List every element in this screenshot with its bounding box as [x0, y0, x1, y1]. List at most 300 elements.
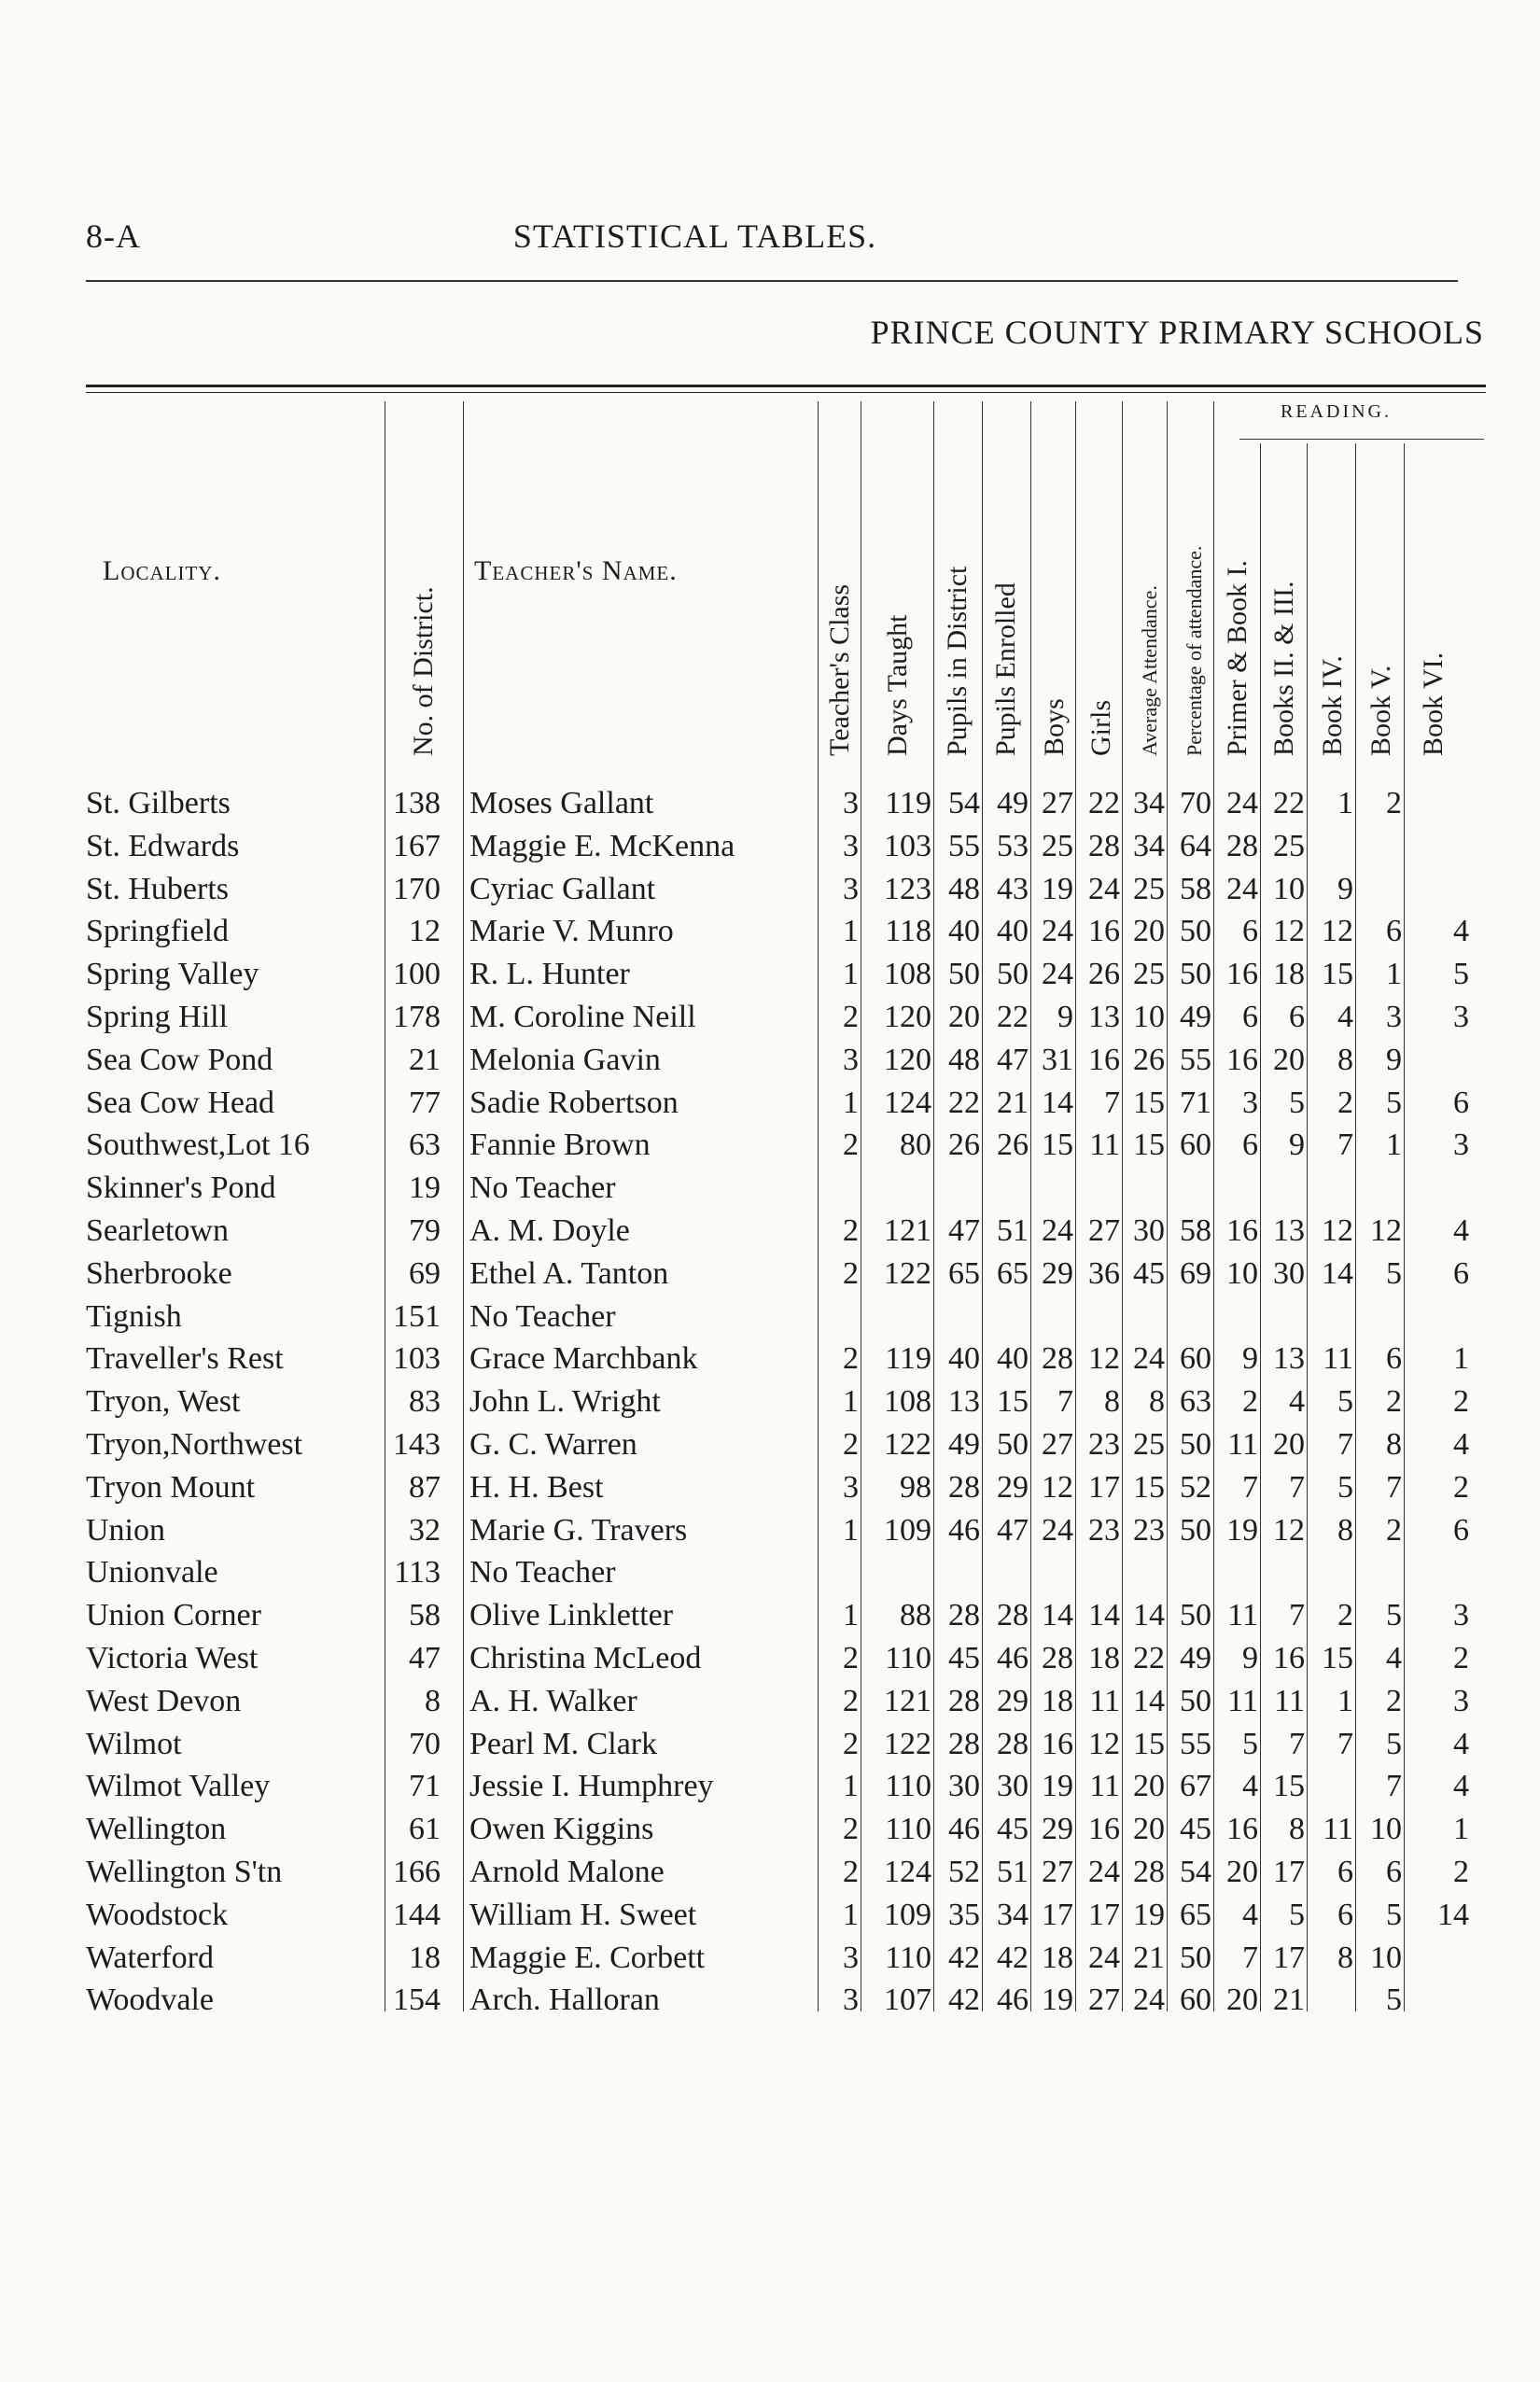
pupils-enrolled-cell: 46 — [997, 1640, 1029, 1675]
girls-cell: 11 — [1089, 1769, 1120, 1804]
pupils-district-cell: 45 — [948, 1640, 980, 1675]
district-cell: 77 — [409, 1085, 441, 1120]
pupils-enrolled-cell: 51 — [997, 1854, 1029, 1889]
locality-cell: Union Corner — [86, 1598, 261, 1633]
girls-cell: 16 — [1088, 914, 1120, 949]
table-row — [0, 1594, 1540, 1637]
average-attendance-cell: 34 — [1133, 786, 1165, 820]
days-taught-cell: 110 — [885, 1769, 931, 1804]
book-5-cell: 5 — [1386, 1726, 1402, 1761]
average-attendance-cell: 25 — [1133, 871, 1165, 906]
book-4-cell: 14 — [1322, 1255, 1353, 1291]
girls-cell: 17 — [1088, 1897, 1120, 1932]
girls-cell: 27 — [1088, 1212, 1120, 1248]
pupils-district-cell: 28 — [948, 1469, 980, 1505]
locality-cell: Tignish — [86, 1298, 182, 1334]
locality-cell: Woodstock — [86, 1897, 229, 1932]
district-cell: 58 — [409, 1598, 441, 1633]
district-cell: 69 — [409, 1255, 441, 1291]
teacher-class-cell: 2 — [843, 1341, 859, 1377]
table-row — [0, 1210, 1540, 1253]
percentage-attendance-cell: 67 — [1180, 1769, 1211, 1804]
percentage-attendance-cell: 50 — [1180, 1426, 1211, 1462]
book-4-cell: 5 — [1337, 1469, 1353, 1505]
boys-cell: 19 — [1042, 1983, 1073, 2018]
locality-cell: Spring Valley — [86, 957, 259, 992]
days-taught-header: Days Taught — [882, 614, 913, 756]
book-5-cell: 5 — [1386, 1983, 1402, 2018]
books-2-3-cell: 13 — [1273, 1341, 1305, 1377]
books-2-3-cell: 5 — [1289, 1897, 1305, 1932]
book-5-cell: 8 — [1386, 1426, 1402, 1462]
pupils-district-cell: 50 — [948, 957, 980, 992]
locality-cell: Union — [86, 1512, 165, 1548]
boys-cell: 29 — [1042, 1255, 1073, 1291]
boys-cell: 27 — [1042, 786, 1073, 820]
book-6-cell: 3 — [1453, 1128, 1469, 1163]
teacher-class-cell: 1 — [843, 1769, 859, 1804]
books-2-3-cell: 12 — [1273, 914, 1305, 949]
district-cell: 144 — [393, 1897, 441, 1932]
locality-cell: Southwest,Lot 16 — [86, 1128, 310, 1163]
girls-cell: 24 — [1088, 1854, 1120, 1889]
book-6-cell: 6 — [1453, 1255, 1469, 1291]
boys-cell: 19 — [1042, 871, 1073, 906]
pupils-enrolled-cell: 28 — [997, 1726, 1029, 1761]
books-2-3-cell: 15 — [1273, 1769, 1305, 1804]
locality-cell: West Devon — [86, 1683, 242, 1718]
average-attendance-cell: 21 — [1133, 1940, 1165, 1975]
average-attendance-header: Average Attendance. — [1138, 585, 1161, 756]
teacher-class-cell: 3 — [843, 1042, 859, 1077]
book-5-cell: 2 — [1386, 1683, 1402, 1718]
percentage-attendance-cell: 54 — [1180, 1854, 1211, 1889]
girls-header: Girls — [1085, 700, 1116, 756]
days-taught-cell: 120 — [884, 999, 931, 1034]
pupils-district-cell: 40 — [948, 914, 980, 949]
average-attendance-cell: 28 — [1133, 1854, 1165, 1889]
pupils-district-cell: 52 — [948, 1854, 980, 1889]
pupils-district-cell: 46 — [948, 1512, 980, 1548]
pupils-enrolled-cell: 21 — [997, 1085, 1029, 1120]
pupils-enrolled-cell: 43 — [997, 871, 1029, 906]
locality-cell: Sherbrooke — [86, 1255, 232, 1291]
girls-cell: 11 — [1089, 1128, 1120, 1163]
book-4-cell: 8 — [1337, 1512, 1353, 1548]
table-row — [0, 1338, 1540, 1380]
locality-cell: Spring Hill — [86, 999, 229, 1034]
locality-cell: Waterford — [86, 1940, 214, 1975]
book-6-cell: 5 — [1453, 957, 1469, 992]
girls-cell: 16 — [1088, 1042, 1120, 1077]
primer-cell: 7 — [1242, 1469, 1258, 1505]
percentage-attendance-cell: 64 — [1180, 828, 1211, 863]
primer-cell: 28 — [1226, 828, 1258, 863]
book-5-cell: 10 — [1370, 1940, 1402, 1975]
average-attendance-cell: 30 — [1133, 1212, 1165, 1248]
teacher-cell: Owen Kiggins — [469, 1812, 654, 1847]
books-2-3-cell: 7 — [1289, 1598, 1305, 1633]
average-attendance-cell: 20 — [1133, 1769, 1165, 1804]
locality-cell: Searletown — [86, 1212, 229, 1248]
pupils-district-cell: 48 — [948, 1042, 980, 1077]
book-4-cell: 11 — [1323, 1341, 1353, 1377]
primer-cell: 20 — [1226, 1983, 1258, 2018]
teacher-class-cell: 3 — [843, 1983, 859, 2018]
books-2-3-cell: 17 — [1273, 1940, 1305, 1975]
boys-cell: 28 — [1042, 1341, 1073, 1377]
teacher-class-cell: 2 — [843, 1683, 859, 1718]
book-4-cell: 9 — [1337, 871, 1353, 906]
district-cell: 178 — [393, 999, 441, 1034]
pupils-district-cell: 13 — [948, 1384, 980, 1420]
average-attendance-cell: 24 — [1133, 1341, 1165, 1377]
average-attendance-cell: 15 — [1133, 1469, 1165, 1505]
primer-cell: 16 — [1226, 1212, 1258, 1248]
district-cell: 18 — [409, 1940, 441, 1975]
table-row — [0, 1765, 1540, 1808]
book-5-cell: 7 — [1386, 1469, 1402, 1505]
teacher-cell: Jessie I. Humphrey — [469, 1769, 714, 1804]
book-6-cell: 14 — [1437, 1897, 1469, 1932]
book-5-cell: 5 — [1386, 1085, 1402, 1120]
teacher-header: Teacher's Name. — [474, 555, 678, 586]
boys-cell: 25 — [1042, 828, 1073, 863]
boys-cell: 24 — [1042, 957, 1073, 992]
teacher-class-cell: 3 — [843, 1940, 859, 1975]
teacher-cell: Ethel A. Tanton — [469, 1255, 669, 1291]
teacher-class-cell: 3 — [843, 871, 859, 906]
girls-cell: 23 — [1088, 1512, 1120, 1548]
girls-cell: 8 — [1104, 1384, 1120, 1420]
average-attendance-cell: 14 — [1133, 1598, 1165, 1633]
average-attendance-cell: 8 — [1149, 1384, 1165, 1420]
primer-cell: 6 — [1242, 1128, 1258, 1163]
book-6-header: Book VI. — [1418, 652, 1449, 756]
table-row — [0, 953, 1540, 996]
book-5-cell: 2 — [1386, 786, 1402, 820]
pupils-enrolled-cell: 53 — [997, 828, 1029, 863]
pupils-district-cell: 35 — [948, 1897, 980, 1932]
boys-cell: 29 — [1042, 1812, 1073, 1847]
district-cell: 61 — [409, 1812, 441, 1847]
table-row — [0, 1509, 1540, 1552]
average-attendance-cell: 25 — [1133, 1426, 1165, 1462]
locality-cell: St. Gilberts — [86, 786, 231, 820]
teacher-class-cell: 3 — [843, 828, 859, 863]
teacher-class-cell: 2 — [843, 1640, 859, 1675]
teacher-cell: M. Coroline Neill — [469, 999, 696, 1034]
days-taught-cell: 118 — [885, 914, 931, 949]
table-row — [0, 996, 1540, 1039]
days-taught-cell: 119 — [885, 786, 931, 820]
pupils-enrolled-cell: 49 — [997, 786, 1029, 820]
pupils-district-cell: 48 — [948, 871, 980, 906]
locality-cell: Tryon, West — [86, 1384, 241, 1420]
boys-cell: 17 — [1042, 1897, 1073, 1932]
district-cell: 151 — [393, 1298, 441, 1334]
percentage-attendance-cell: 69 — [1180, 1255, 1211, 1291]
locality-cell: Wilmot Valley — [86, 1769, 271, 1804]
teacher-cell: A. H. Walker — [469, 1683, 637, 1718]
book-4-cell: 15 — [1322, 1640, 1353, 1675]
teacher-cell: Maggie E. McKenna — [469, 828, 735, 863]
book-4-cell: 12 — [1322, 1212, 1353, 1248]
books-2-3-cell: 11 — [1274, 1683, 1305, 1718]
teacher-cell: Cyriac Gallant — [469, 871, 656, 906]
teacher-class-cell: 1 — [843, 1512, 859, 1548]
boys-cell: 16 — [1042, 1726, 1073, 1761]
average-attendance-cell: 34 — [1133, 828, 1165, 863]
days-taught-cell: 122 — [884, 1726, 931, 1761]
average-attendance-cell: 15 — [1133, 1128, 1165, 1163]
district-cell: 166 — [393, 1854, 441, 1889]
primer-cell: 7 — [1242, 1940, 1258, 1975]
boys-cell: 7 — [1057, 1384, 1073, 1420]
locality-cell: Wellington S'tn — [86, 1854, 283, 1889]
pupils-enrolled-cell: 65 — [997, 1255, 1029, 1291]
district-cell: 70 — [409, 1726, 441, 1761]
district-cell: 19 — [409, 1170, 441, 1206]
teacher-cell: Olive Linkletter — [469, 1598, 674, 1633]
pupils-district-cell: 28 — [948, 1598, 980, 1633]
primer-cell: 10 — [1226, 1255, 1258, 1291]
teacher-cell: William H. Sweet — [469, 1897, 697, 1932]
primer-cell: 3 — [1242, 1085, 1258, 1120]
book-6-cell: 4 — [1453, 1726, 1469, 1761]
district-header: No. of District. — [408, 586, 439, 756]
book-6-cell: 3 — [1453, 1598, 1469, 1633]
days-taught-cell: 88 — [900, 1598, 931, 1633]
book-5-cell: 10 — [1370, 1812, 1402, 1847]
days-taught-cell: 123 — [884, 871, 931, 906]
locality-cell: St. Edwards — [86, 828, 240, 863]
boys-cell: 15 — [1042, 1128, 1073, 1163]
days-taught-cell: 103 — [884, 828, 931, 863]
percentage-attendance-cell: 60 — [1180, 1983, 1211, 2018]
days-taught-cell: 119 — [885, 1341, 931, 1377]
page-number: 8-A — [86, 217, 141, 255]
pupils-district-cell: 42 — [948, 1983, 980, 2018]
teacher-cell: H. H. Best — [469, 1469, 604, 1505]
district-cell: 154 — [393, 1983, 441, 2018]
percentage-attendance-cell: 65 — [1180, 1897, 1211, 1932]
teacher-cell: Fannie Brown — [469, 1128, 651, 1163]
pupils-enrolled-cell: 47 — [997, 1512, 1029, 1548]
books-2-3-cell: 16 — [1273, 1640, 1305, 1675]
boys-header: Boys — [1039, 698, 1070, 756]
teacher-cell: No Teacher — [469, 1298, 616, 1334]
book-5-cell: 2 — [1386, 1512, 1402, 1548]
percentage-attendance-cell: 70 — [1180, 786, 1211, 820]
teacher-cell: Marie G. Travers — [469, 1512, 688, 1548]
girls-cell: 28 — [1088, 828, 1120, 863]
table-top-rule-thin — [86, 392, 1486, 393]
table-row — [0, 1167, 1540, 1210]
pupils-district-cell: 26 — [948, 1128, 980, 1163]
pupils-enrolled-cell: 34 — [997, 1897, 1029, 1932]
books-2-3-cell: 20 — [1273, 1042, 1305, 1077]
book-6-cell: 2 — [1453, 1384, 1469, 1420]
primer-cell: 2 — [1242, 1384, 1258, 1420]
locality-cell: Woodvale — [86, 1983, 214, 2018]
girls-cell: 14 — [1088, 1598, 1120, 1633]
table-row — [0, 1551, 1540, 1594]
teacher-cell: No Teacher — [469, 1555, 616, 1590]
book-5-cell: 1 — [1386, 1128, 1402, 1163]
book-6-cell: 2 — [1453, 1469, 1469, 1505]
teacher-class-cell: 2 — [843, 1854, 859, 1889]
book-5-cell: 6 — [1386, 914, 1402, 949]
percentage-attendance-cell: 50 — [1180, 957, 1211, 992]
district-cell: 71 — [409, 1769, 441, 1804]
table-row — [0, 1466, 1540, 1509]
percentage-attendance-cell: 60 — [1180, 1341, 1211, 1377]
percentage-attendance-cell: 50 — [1180, 1940, 1211, 1975]
running-title: STATISTICAL TABLES. — [512, 217, 877, 255]
average-attendance-cell: 23 — [1133, 1512, 1165, 1548]
primer-header: Primer & Book I. — [1222, 560, 1253, 756]
books-2-3-cell: 5 — [1289, 1085, 1305, 1120]
days-taught-cell: 124 — [884, 1854, 931, 1889]
table-row — [0, 1082, 1540, 1125]
table-row — [0, 1253, 1540, 1296]
books-2-3-cell: 13 — [1273, 1212, 1305, 1248]
percentage-attendance-cell: 58 — [1180, 1212, 1211, 1248]
locality-cell: Wellington — [86, 1812, 227, 1847]
books-2-3-cell: 18 — [1273, 957, 1305, 992]
reading-group-header: READING. — [1281, 401, 1392, 422]
reading-group-rule — [1239, 439, 1484, 440]
average-attendance-cell: 26 — [1133, 1042, 1165, 1077]
boys-cell: 31 — [1042, 1042, 1073, 1077]
book-5-cell: 5 — [1386, 1255, 1402, 1291]
book-4-cell: 2 — [1337, 1598, 1353, 1633]
boys-cell: 24 — [1042, 1212, 1073, 1248]
district-cell: 8 — [425, 1683, 441, 1718]
days-taught-cell: 121 — [884, 1683, 931, 1718]
percentage-attendance-cell: 58 — [1180, 871, 1211, 906]
pupils-district-cell: 47 — [948, 1212, 980, 1248]
teacher-cell: Christina McLeod — [469, 1640, 702, 1675]
girls-cell: 26 — [1088, 957, 1120, 992]
days-taught-cell: 109 — [884, 1512, 931, 1548]
locality-cell: Victoria West — [86, 1640, 259, 1675]
teacher-class-cell: 1 — [843, 957, 859, 992]
book-6-cell: 3 — [1453, 999, 1469, 1034]
pupils-enrolled-cell: 45 — [997, 1812, 1029, 1847]
book-6-cell: 6 — [1453, 1512, 1469, 1548]
books-2-3-cell: 9 — [1289, 1128, 1305, 1163]
boys-cell: 14 — [1042, 1085, 1073, 1120]
locality-cell: Springfield — [86, 914, 229, 949]
teacher-cell: Arnold Malone — [469, 1854, 665, 1889]
books-2-3-cell: 20 — [1273, 1426, 1305, 1462]
boys-cell: 9 — [1057, 999, 1073, 1034]
boys-cell: 27 — [1042, 1854, 1073, 1889]
pupils-district-cell: 28 — [948, 1683, 980, 1718]
books-2-3-cell: 17 — [1273, 1854, 1305, 1889]
teacher-class-cell: 1 — [843, 914, 859, 949]
book-5-cell: 1 — [1386, 957, 1402, 992]
percentage-attendance-cell: 71 — [1180, 1085, 1211, 1120]
primer-cell: 11 — [1227, 1598, 1258, 1633]
book-6-cell: 4 — [1453, 1212, 1469, 1248]
days-taught-cell: 80 — [900, 1128, 931, 1163]
district-cell: 143 — [393, 1426, 441, 1462]
book-6-cell: 1 — [1453, 1812, 1469, 1847]
girls-cell: 12 — [1088, 1726, 1120, 1761]
book-4-cell: 8 — [1337, 1042, 1353, 1077]
primer-cell: 20 — [1226, 1854, 1258, 1889]
days-taught-cell: 110 — [885, 1812, 931, 1847]
percentage-attendance-cell: 52 — [1180, 1469, 1211, 1505]
percentage-attendance-cell: 50 — [1180, 914, 1211, 949]
pupils-district-cell: 42 — [948, 1940, 980, 1975]
average-attendance-cell: 24 — [1133, 1983, 1165, 2018]
teacher-class-cell: 1 — [843, 1897, 859, 1932]
books-2-3-cell: 12 — [1273, 1512, 1305, 1548]
district-cell: 138 — [393, 786, 441, 820]
district-cell: 167 — [393, 828, 441, 863]
books-2-3-cell: 25 — [1273, 828, 1305, 863]
books-2-3-cell: 4 — [1289, 1384, 1305, 1420]
pupils-enrolled-cell: 28 — [997, 1598, 1029, 1633]
books-2-3-cell: 10 — [1273, 871, 1305, 906]
primer-cell: 16 — [1226, 1042, 1258, 1077]
book-6-cell: 2 — [1453, 1640, 1469, 1675]
locality-cell: St. Huberts — [86, 871, 229, 906]
table-row — [0, 1851, 1540, 1894]
teacher-cell: R. L. Hunter — [469, 957, 630, 992]
book-4-cell: 6 — [1337, 1854, 1353, 1889]
locality-cell: Unionvale — [86, 1555, 218, 1590]
pupils-enrolled-cell: 42 — [997, 1940, 1029, 1975]
book-5-cell: 12 — [1370, 1212, 1402, 1248]
girls-cell: 7 — [1104, 1085, 1120, 1120]
table-row — [0, 1894, 1540, 1937]
book-4-cell: 11 — [1323, 1812, 1353, 1847]
table-row — [0, 1979, 1540, 2022]
books-2-3-cell: 8 — [1289, 1812, 1305, 1847]
teacher-cell: Pearl M. Clark — [469, 1726, 658, 1761]
district-cell: 87 — [409, 1469, 441, 1505]
percentage-attendance-cell: 55 — [1180, 1042, 1211, 1077]
pupils-enrolled-header: Pupils Enrolled — [990, 582, 1021, 756]
average-attendance-cell: 15 — [1133, 1726, 1165, 1761]
average-attendance-cell: 25 — [1133, 957, 1165, 992]
boys-cell: 27 — [1042, 1426, 1073, 1462]
books-2-3-cell: 7 — [1289, 1726, 1305, 1761]
locality-cell: Wilmot — [86, 1726, 182, 1761]
percentage-attendance-cell: 45 — [1180, 1812, 1211, 1847]
table-row — [0, 1637, 1540, 1680]
boys-cell: 12 — [1042, 1469, 1073, 1505]
teacher-cell: Arch. Halloran — [469, 1983, 660, 2018]
teacher-class-header: Teacher's Class — [824, 583, 855, 756]
books-2-3-cell: 6 — [1289, 999, 1305, 1034]
book-6-cell: 4 — [1453, 1769, 1469, 1804]
teacher-cell: Sadie Robertson — [469, 1085, 679, 1120]
district-cell: 170 — [393, 871, 441, 906]
book-5-header: Book V. — [1365, 665, 1396, 756]
average-attendance-cell: 10 — [1133, 999, 1165, 1034]
pupils-district-cell: 49 — [948, 1426, 980, 1462]
table-row — [0, 910, 1540, 953]
pupils-district-cell: 55 — [948, 828, 980, 863]
book-5-cell: 3 — [1386, 999, 1402, 1034]
percentage-attendance-cell: 60 — [1180, 1128, 1211, 1163]
